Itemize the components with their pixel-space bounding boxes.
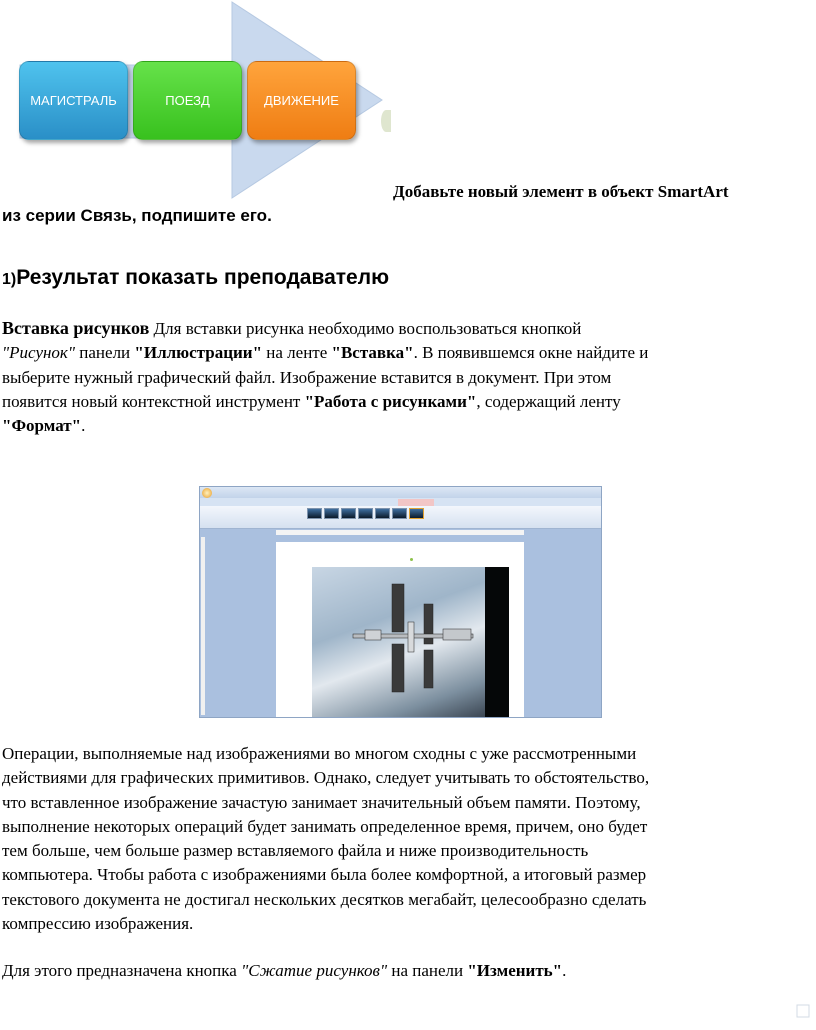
operations-line: выполнение некоторых операций будет занимать определенное время, причем, оно будет bbox=[2, 816, 648, 836]
style-thumb bbox=[409, 508, 424, 519]
operations-line: Операции, выполняемые над изображениями во многом сходны с уже рассмотренными bbox=[2, 744, 637, 763]
insert-line-5 bbox=[2, 414, 802, 438]
compress-pictures-ref: "Сжатие рисунков" bbox=[241, 961, 388, 980]
style-thumb bbox=[307, 508, 322, 519]
risunok-ref: "Рисунок" bbox=[2, 343, 76, 363]
step-number: 1) bbox=[2, 271, 17, 288]
style-thumb bbox=[392, 508, 407, 519]
window-titlebar bbox=[200, 487, 601, 498]
style-thumb bbox=[324, 508, 339, 519]
compress-line bbox=[2, 959, 802, 983]
operations-paragraph bbox=[2, 742, 802, 936]
operations-line: текстового документа не достигал нескольких десятков мегабайт, целесообразно сделать bbox=[2, 889, 647, 909]
insert-line-2 bbox=[2, 341, 802, 365]
insert-text: Для вставки рисунка необходимо воспользоваться кнопкой bbox=[149, 319, 582, 338]
insert-text: . В появившемся окне найдите и bbox=[413, 343, 649, 363]
smartart-item-magistral[interactable] bbox=[19, 61, 128, 140]
insert-heading: Вставка рисунков bbox=[2, 318, 150, 338]
operations-line: компьютера. Чтобы работа с изображениями была более комфортной, а итоговый размер bbox=[2, 865, 647, 885]
smartart-item-poezd[interactable] bbox=[133, 61, 242, 140]
compress-text: . bbox=[562, 961, 567, 980]
insert-text: панели bbox=[75, 343, 135, 363]
picture-tools-ref: "Работа с рисунками" bbox=[304, 391, 477, 411]
ribbon-tabs bbox=[200, 498, 601, 506]
vertical-ruler bbox=[201, 537, 205, 715]
office-button-icon bbox=[202, 488, 212, 498]
smartart-item-label: МАГИСТРАЛЬ bbox=[30, 93, 117, 108]
illustrations-ref: "Иллюстрации" bbox=[134, 343, 263, 363]
change-panel-ref: "Изменить" bbox=[467, 961, 563, 980]
format-ref: "Формат" bbox=[2, 416, 82, 436]
insert-tab-ref: "Вставка" bbox=[331, 343, 414, 363]
operations-line: что вставленное изображение зачастую занимает значительный объем памяти. Поэтому, bbox=[2, 792, 641, 812]
insert-line-3: выберите нужный графический файл. Изображение вставится в документ. При этом bbox=[2, 367, 612, 387]
insert-text: , содержащий ленту bbox=[476, 391, 621, 411]
insert-text: появится новый контекстной инструмент bbox=[2, 391, 305, 411]
operations-line: тем больше, чем больше размер вставляемого файла и ниже производительность bbox=[2, 841, 589, 861]
operations-line: действиями для графических примитивов. Однако, следует учитывать то обстоятельство, bbox=[2, 768, 650, 788]
space-station-icon bbox=[335, 582, 485, 702]
insert-text: . bbox=[81, 416, 86, 436]
step-text: Результат показать преподавателю bbox=[16, 266, 390, 289]
operations-line: компрессию изображения. bbox=[2, 914, 194, 934]
smartart-item-label: ПОЕЗД bbox=[165, 93, 210, 108]
space-photo-edge bbox=[485, 567, 509, 717]
insert-text: на ленте bbox=[262, 343, 332, 363]
smartart-item-dvizhenie[interactable] bbox=[247, 61, 356, 140]
task-line-2: из серии Связь, подпишите его. bbox=[2, 206, 272, 225]
style-thumb bbox=[375, 508, 390, 519]
style-thumb bbox=[341, 508, 356, 519]
compress-text: Для этого предназначена кнопка bbox=[2, 961, 242, 980]
task-line-1: Добавьте новый элемент в объект SmartArt bbox=[393, 182, 729, 201]
compress-text: на панели bbox=[387, 961, 468, 980]
style-thumb bbox=[358, 508, 373, 519]
page-corner-icon bbox=[796, 1004, 810, 1018]
insert-line-1 bbox=[2, 316, 802, 341]
insert-line-4 bbox=[2, 390, 802, 414]
smartart-partial-shape bbox=[381, 110, 391, 132]
horizontal-ruler bbox=[276, 530, 524, 535]
rotate-handle bbox=[410, 558, 413, 561]
smartart-item-label: ДВИЖЕНИЕ bbox=[264, 93, 339, 108]
insert-pictures-paragraph bbox=[2, 316, 802, 438]
word-screenshot bbox=[199, 486, 602, 718]
step-heading bbox=[2, 266, 389, 290]
